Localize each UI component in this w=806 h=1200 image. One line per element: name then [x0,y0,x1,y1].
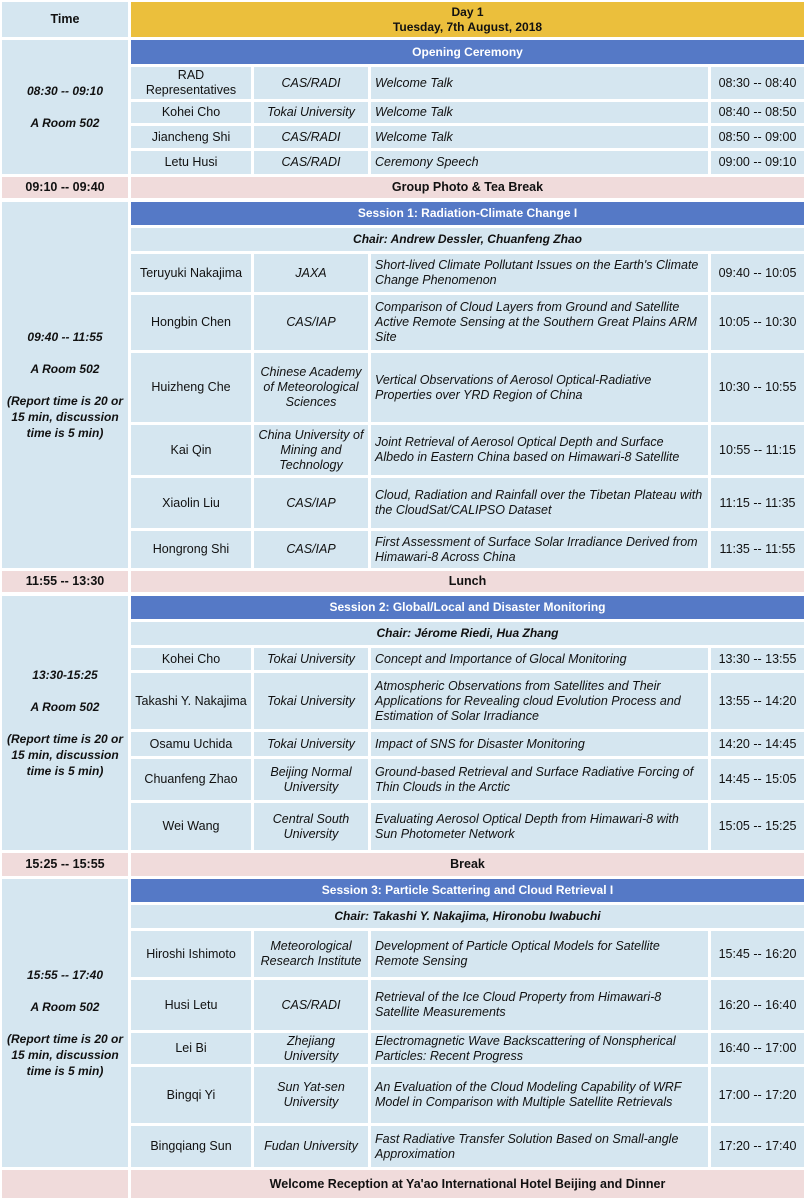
opening-ceremony-banner: Opening Ceremony [131,40,804,64]
speaker-name: Hongrong Shi [131,531,251,568]
speaker-name: Hongbin Chen [131,295,251,350]
speaker-affiliation: CAS/IAP [254,531,368,568]
session2-time-block-line: A Room 502 [30,700,100,714]
speaker-affiliation: CAS/RADI [254,67,368,99]
talk-time: 14:20 -- 14:45 [711,732,804,756]
talk-time: 14:45 -- 15:05 [711,759,804,800]
speaker-affiliation: Fudan University [254,1126,368,1167]
break-label: Break [131,853,804,876]
speaker-name: Osamu Uchida [131,732,251,756]
talk-title: Impact of SNS for Disaster Monitoring [371,732,708,756]
talk-title: Concept and Importance of Glocal Monitoring [371,648,708,670]
talk-title: Vertical Observations of Aerosol Optical-Radiative Properties over YRD Region of China [371,353,708,422]
talk-time: 15:05 -- 15:25 [711,803,804,850]
session2-banner: Session 2: Global/Local and Disaster Monitoring [131,596,804,619]
break-time: 15:25 -- 15:55 [2,853,128,876]
session1-time-block [2,202,128,568]
talk-time: 17:00 -- 17:20 [711,1067,804,1123]
speaker-name: Lei Bi [131,1033,251,1064]
session3-banner: Session 3: Particle Scattering and Cloud Retrieval I [131,879,804,902]
speaker-affiliation: Sun Yat-sen University [254,1067,368,1123]
talk-time: 15:45 -- 16:20 [711,931,804,977]
speaker-affiliation: Zhejiang University [254,1033,368,1064]
talk-time: 10:55 -- 11:15 [711,425,804,475]
talk-title: Ceremony Speech [371,151,708,174]
speaker-affiliation: CAS/IAP [254,295,368,350]
talk-title: Ground-based Retrieval and Surface Radiative Forcing of Thin Clouds in the Arctic [371,759,708,800]
speaker-name: Xiaolin Liu [131,478,251,528]
talk-time: 13:55 -- 14:20 [711,673,804,729]
talk-title: Joint Retrieval of Aerosol Optical Depth and Surface Albedo in Eastern China based on Himawari-8 Satellite [371,425,708,475]
time-column-header: Time [2,2,128,37]
session3-time-block-line: A Room 502 [30,1000,100,1014]
talk-title: Welcome Talk [371,67,708,99]
lunch-label: Lunch [131,571,804,592]
lunch-time: 11:55 -- 13:30 [2,571,128,592]
speaker-name: Kai Qin [131,425,251,475]
speaker-affiliation: Tokai University [254,673,368,729]
session3-time-block [2,879,128,1167]
talk-title: First Assessment of Surface Solar Irradiance Derived from Himawari-8 Across China [371,531,708,568]
break-time: 09:10 -- 09:40 [2,177,128,198]
session3-time-block-line: (Report time is 20 or 15 min, discussion time is 5 min) [6,1032,124,1078]
talk-time: 08:30 -- 08:40 [711,67,804,99]
opening-time-block-line: A Room 502 [30,116,100,130]
session2-time-block [2,596,128,850]
speaker-name: Takashi Y. Nakajima [131,673,251,729]
speaker-name: Hiroshi Ishimoto [131,931,251,977]
talk-title: Evaluating Aerosol Optical Depth from Himawari-8 with Sun Photometer Network [371,803,708,850]
talk-title: Development of Particle Optical Models for Satellite Remote Sensing [371,931,708,977]
speaker-affiliation: CAS/RADI [254,126,368,148]
speaker-name: Husi Letu [131,980,251,1030]
talk-time: 08:50 -- 09:00 [711,126,804,148]
speaker-affiliation: CAS/RADI [254,980,368,1030]
speaker-name: Jiancheng Shi [131,126,251,148]
speaker-affiliation: Tokai University [254,102,368,123]
talk-title: An Evaluation of the Cloud Modeling Capability of WRF Model in Comparison with Multiple Satellite Retrievals [371,1067,708,1123]
speaker-name: Wei Wang [131,803,251,850]
break-label: Group Photo & Tea Break [131,177,804,198]
talk-title: Short-lived Climate Pollutant Issues on the Earth's Climate Change Phenomenon [371,254,708,292]
talk-title: Welcome Talk [371,126,708,148]
speaker-name: Chuanfeng Zhao [131,759,251,800]
day-header-day-date: Tuesday, 7th August, 2018 [392,19,543,34]
talk-time: 11:15 -- 11:35 [711,478,804,528]
speaker-affiliation: Beijing Normal University [254,759,368,800]
speaker-name: RAD Representatives [131,67,251,99]
session1-time-block-line: A Room 502 [30,362,100,376]
talk-title: Electromagnetic Wave Backscattering of Nonspherical Particles: Recent Progress [371,1033,708,1064]
speaker-name: Letu Husi [131,151,251,174]
reception-time-cell [2,1170,128,1198]
talk-time: 09:40 -- 10:05 [711,254,804,292]
talk-time: 11:35 -- 11:55 [711,531,804,568]
talk-title: Fast Radiative Transfer Solution Based on Small-angle Approximation [371,1126,708,1167]
talk-time: 09:00 -- 09:10 [711,151,804,174]
day-header [131,2,804,37]
speaker-affiliation: Central South University [254,803,368,850]
opening-time-block [2,40,128,174]
opening-time-block-line: 08:30 -- 09:10 [26,84,104,98]
talk-title: Atmospheric Observations from Satellites and Their Applications for Revealing cloud Evolution Process and Estimation of Solar Irradiance [371,673,708,729]
speaker-affiliation: Chinese Academy of Meteorological Sciences [254,353,368,422]
talk-time: 10:30 -- 10:55 [711,353,804,422]
speaker-affiliation: CAS/RADI [254,151,368,174]
speaker-name: Bingqi Yi [131,1067,251,1123]
talk-title: Retrieval of the Ice Cloud Property from Himawari-8 Satellite Measurements [371,980,708,1030]
talk-time: 16:40 -- 17:00 [711,1033,804,1064]
talk-time: 10:05 -- 10:30 [711,295,804,350]
session1-time-block-line: (Report time is 20 or 15 min, discussion time is 5 min) [6,394,124,440]
talk-time: 13:30 -- 13:55 [711,648,804,670]
day-header-day-title: Day 1 [451,4,484,19]
speaker-affiliation: JAXA [254,254,368,292]
talk-time: 08:40 -- 08:50 [711,102,804,123]
speaker-affiliation: Tokai University [254,648,368,670]
speaker-affiliation: Meteorological Research Institute [254,931,368,977]
session3-time-block-line: 15:55 -- 17:40 [26,968,104,982]
speaker-affiliation: CAS/IAP [254,478,368,528]
session2-chair: Chair: Jérome Riedi, Hua Zhang [131,622,804,645]
speaker-name: Huizheng Che [131,353,251,422]
speaker-name: Bingqiang Sun [131,1126,251,1167]
speaker-name: Kohei Cho [131,102,251,123]
speaker-affiliation: China University of Mining and Technology [254,425,368,475]
talk-title: Welcome Talk [371,102,708,123]
session2-time-block-line: (Report time is 20 or 15 min, discussion time is 5 min) [6,732,124,778]
session2-time-block-line: 13:30-15:25 [32,668,98,682]
speaker-name: Kohei Cho [131,648,251,670]
talk-time: 17:20 -- 17:40 [711,1126,804,1167]
session3-chair: Chair: Takashi Y. Nakajima, Hironobu Iwabuchi [131,905,804,928]
talk-title: Comparison of Cloud Layers from Ground and Satellite Active Remote Sensing at the Southern Great Plains ARM Site [371,295,708,350]
welcome-reception-label: Welcome Reception at Ya'ao International Hotel Beijing and Dinner [131,1170,804,1198]
speaker-name: Teruyuki Nakajima [131,254,251,292]
session1-chair: Chair: Andrew Dessler, Chuanfeng Zhao [131,228,804,251]
speaker-affiliation: Tokai University [254,732,368,756]
talk-time: 16:20 -- 16:40 [711,980,804,1030]
talk-title: Cloud, Radiation and Rainfall over the Tibetan Plateau with the CloudSat/CALIPSO Dataset [371,478,708,528]
session1-time-block-line: 09:40 -- 11:55 [27,330,103,344]
session1-banner: Session 1: Radiation-Climate Change I [131,202,804,225]
